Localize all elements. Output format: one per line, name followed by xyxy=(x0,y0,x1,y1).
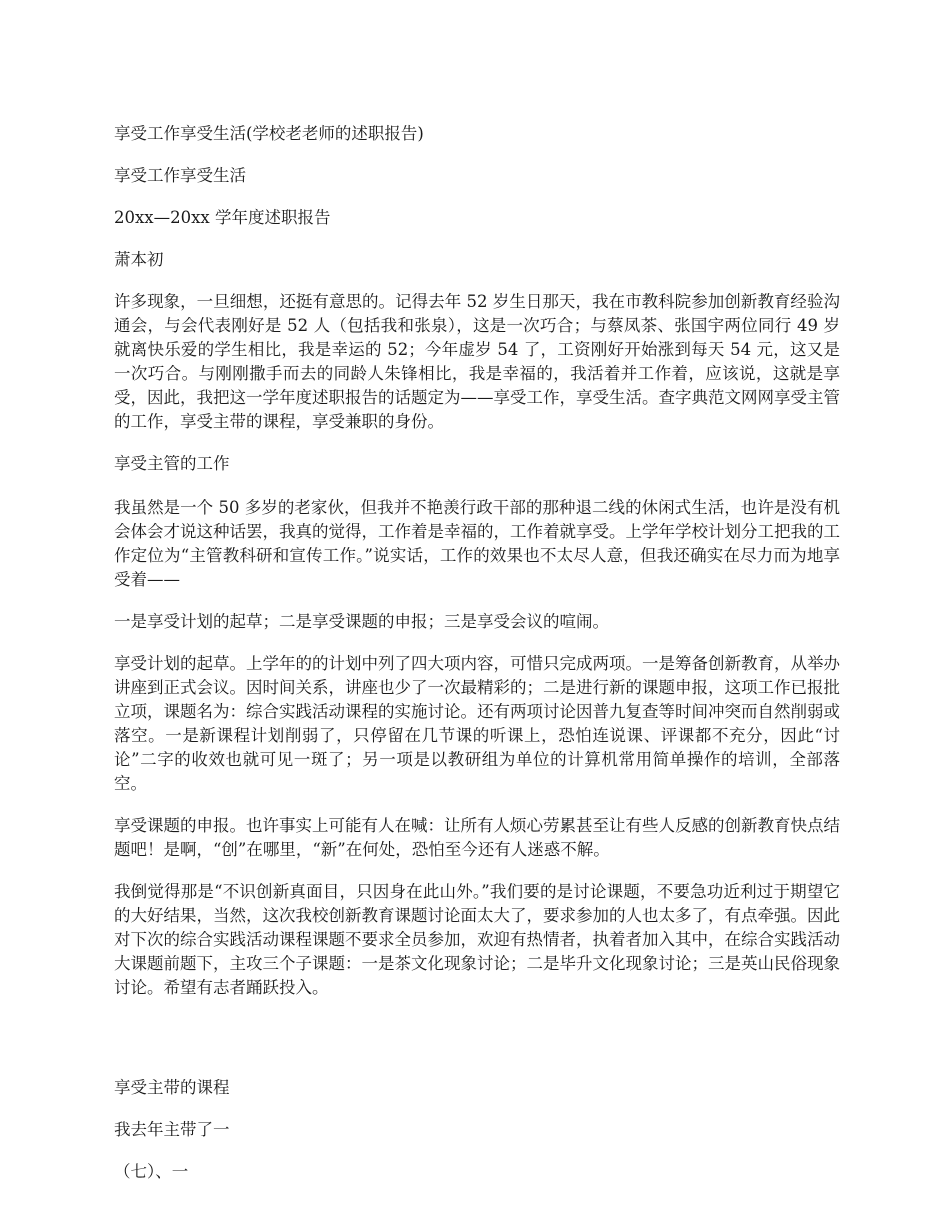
paragraph-course-1: 我去年主带了一 xyxy=(114,1120,230,1139)
section-heading-work: 享受主管的工作 xyxy=(114,454,230,473)
paragraph-work-5: 我倒觉得那是“不识创新真面目，只因身在此山外。”我们要的是讨论课题，不要急功近利过于期望它的大好结果，当然，这次我校创新教育课题讨论面太大了，要求参加的人也太多了，有点牵强。因此对下次的综合实践活动课程课题不要求全员参加，欢迎有热情者，执着者加入其中，在综合实践活动大课题前题下，主攻三个子课题：一是茶文化现象讨论；二是毕升文化现象讨论；三是英山民俗现象讨论。希望有志者踊跃投入。 xyxy=(114,882,840,997)
paragraph-course-2: （七）、一 xyxy=(114,1162,189,1181)
author-name: 萧本初 xyxy=(114,250,164,269)
paragraph-work-3: 享受计划的起草。上学年的的计划中列了四大项内容，可惜只完成两项。一是筹备创新教育，从举办讲座到正式会议。因时间关系，讲座也少了一次最精彩的；二是进行新的课题申报，这项工作已报批立项，课题名为：综合实践活动课程的实施讨论。还有两项讨论因普九复查等时间冲突而自然削弱或落空。一是新课程计划削弱了，只停留在几节课的听课上，恐怕连说课、评课都不充分，因此“讨论”二字的收效也就可见一斑了；另一项是以教研组为单位的计算机常用简单操作的培训，全部落空。 xyxy=(114,654,840,793)
paragraph-work-1: 我虽然是一个 50 多岁的老家伙，但我并不艳羡行政干部的那种退二线的休闲式生活，也许是没有机会体会才说这种话罢，我真的觉得，工作着是幸福的，工作着就享受。上学年学校计划分工把我的工作定位为“主管教科研和宣传工作。”说实话，工作的效果也不太尽人意，但我还确实在尽力而为地享受着—— xyxy=(114,498,840,589)
section-heading-course: 享受主带的课程 xyxy=(114,1078,230,1097)
paragraph-work-4: 享受课题的申报。也许事实上可能有人在喊：让所有人烦心劳累甚至让有些人反感的创新教育快点结题吧！是啊，“创”在哪里，“新”在何处，恐怕至今还有人迷惑不解。 xyxy=(114,816,840,859)
report-name: 20xx—20xx 学年度述职报告 xyxy=(114,208,331,227)
paragraph-work-2: 一是享受计划的起草；二是享受课题的申报；三是享受会议的喧闹。 xyxy=(114,612,609,631)
document-title: 享受工作享受生活(学校老老师的述职报告) xyxy=(114,124,424,143)
paragraph-intro: 许多现象，一旦细想，还挺有意思的。记得去年 52 岁生日那天，我在市教科院参加创新教育经验沟通会，与会代表刚好是 52 人（包括我和张泉），这是一次巧合；与蔡凤茶、张国宇两位同行 49 岁就离快乐爱的学生相比，我是幸运的 52；今年虚岁 54 了，工资刚好开始涨到每天 54 元，这又是一次巧合。与刚刚撒手而去的同龄人朱锋相比，我是幸福的，我活着并工作着，应该说，这就是享受，因此，我把这一学年度述职报告的话题定为——享受工作，享受生活。查字典范文网网享受主管的工作，享受主带的课程，享受兼职的身份。 xyxy=(114,292,840,431)
document-subtitle: 享受工作享受生活 xyxy=(114,166,246,185)
